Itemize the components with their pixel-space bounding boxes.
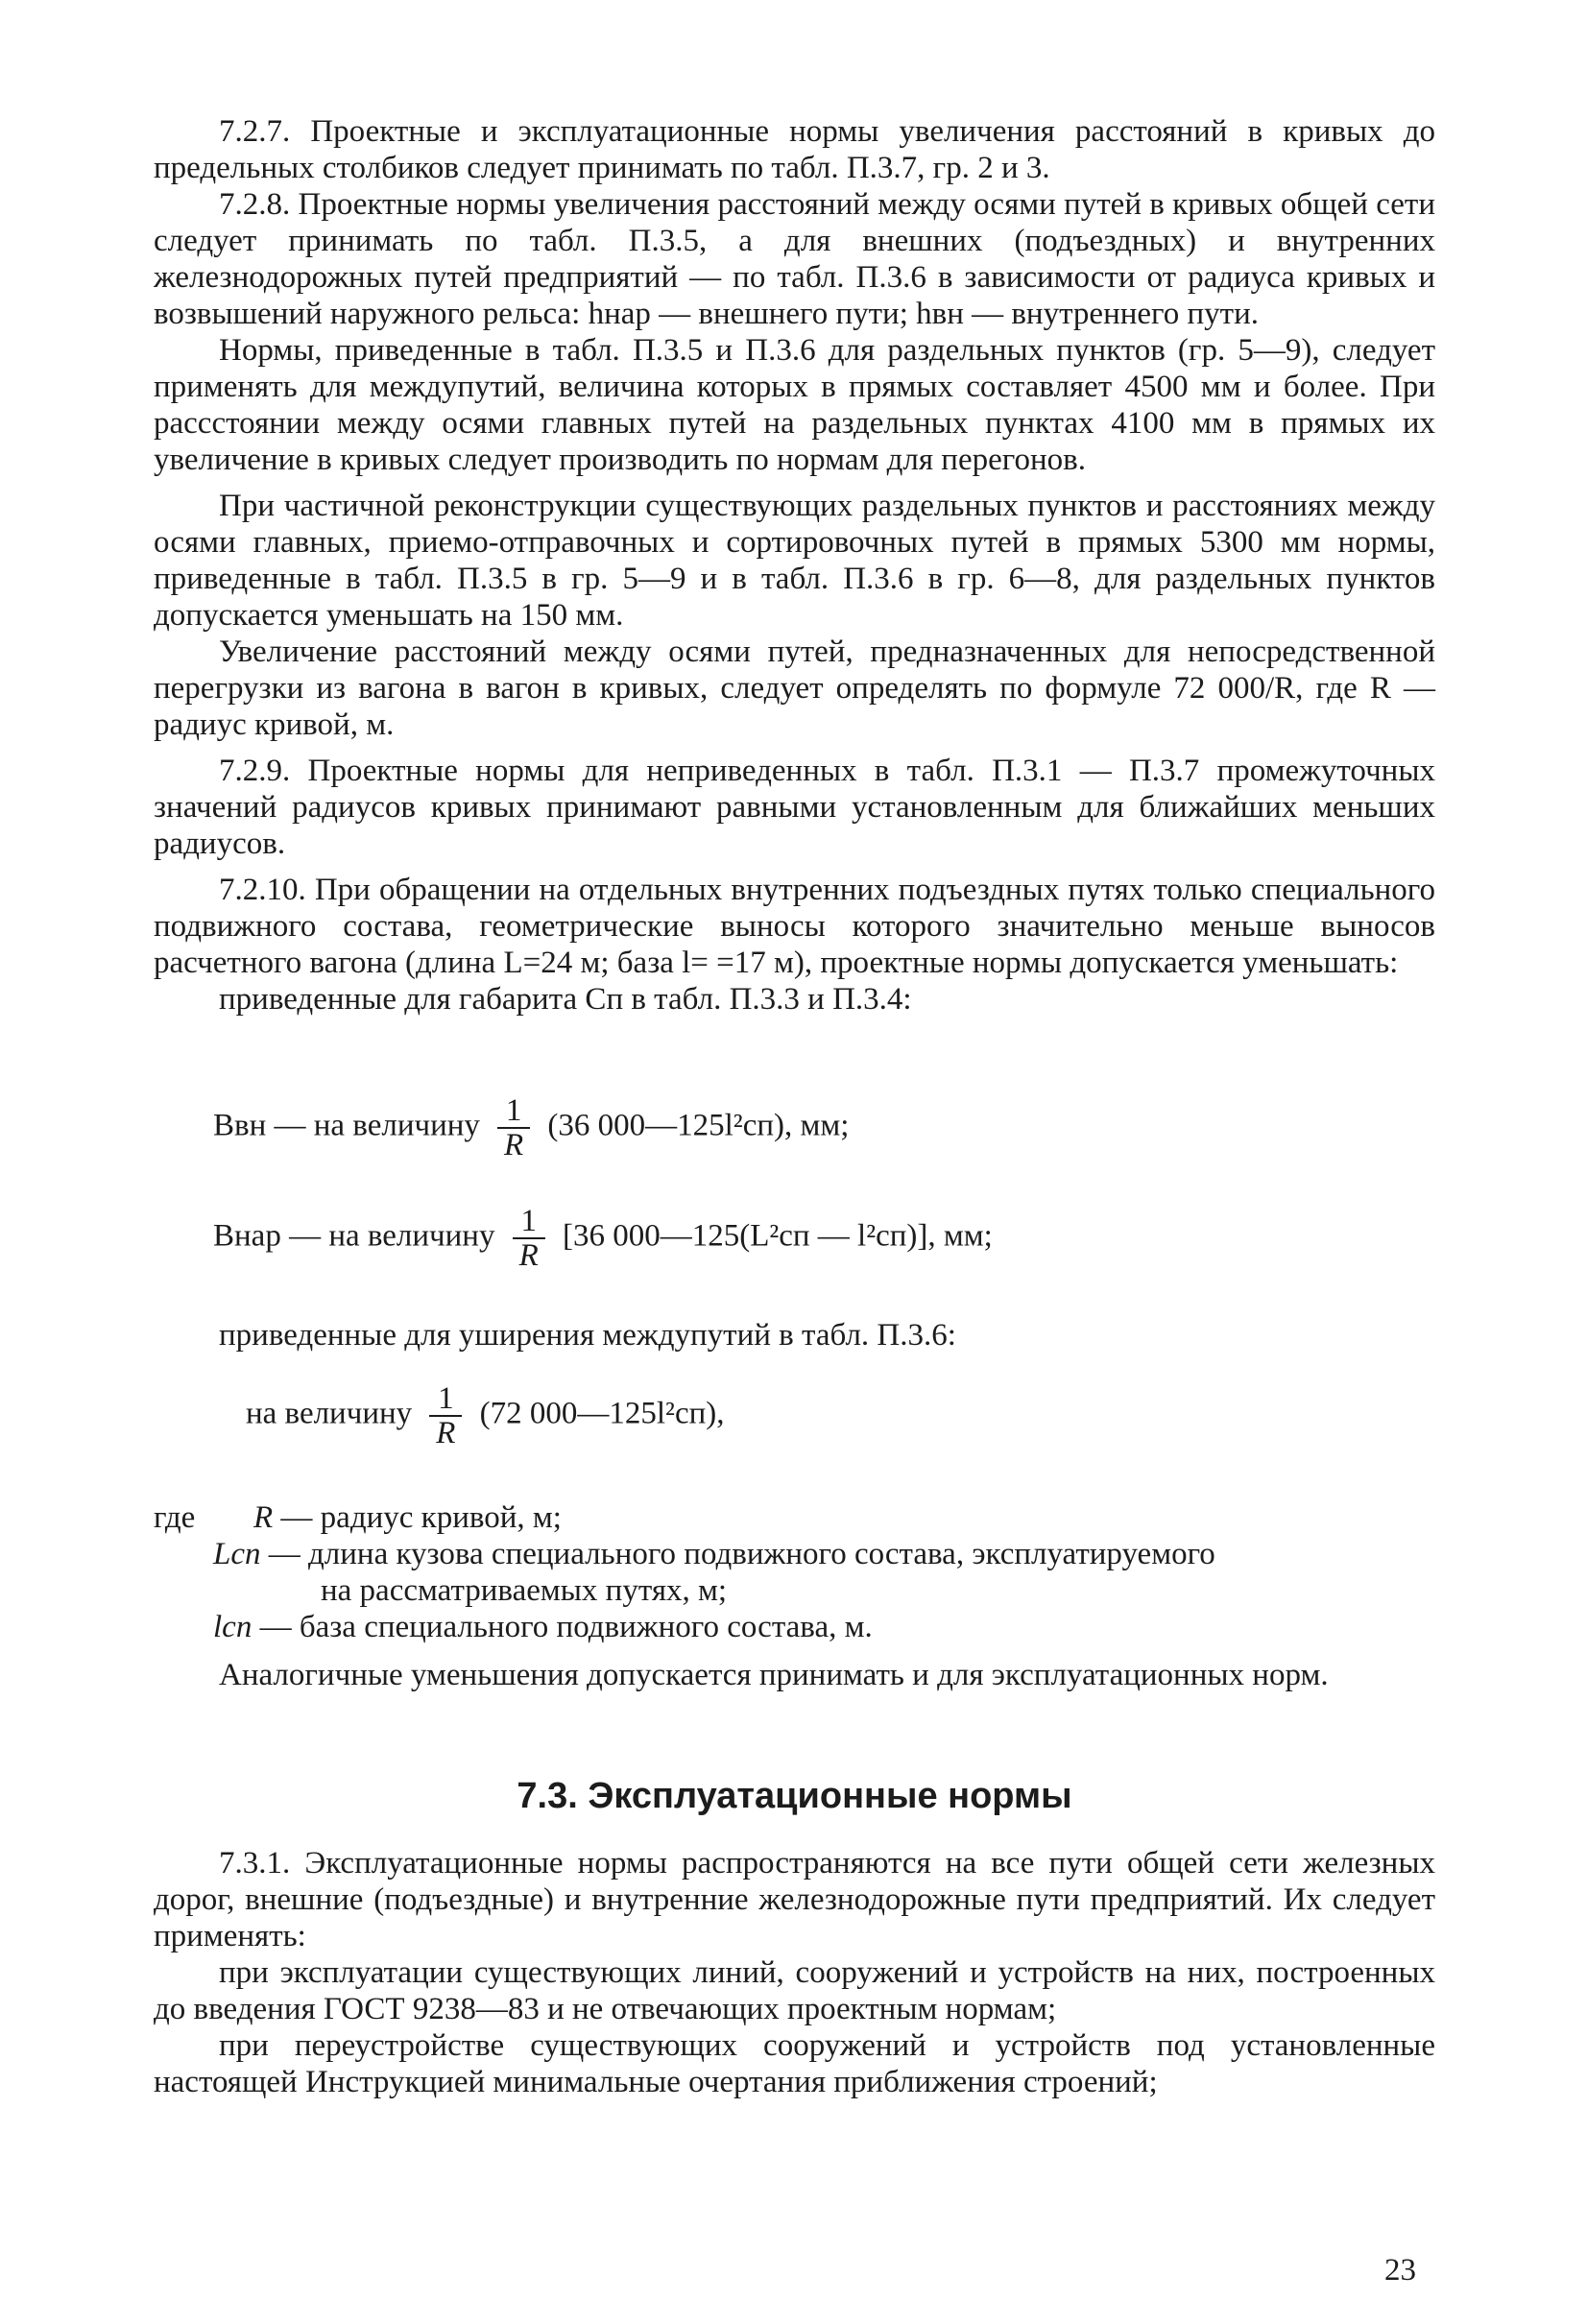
definition-l-sp-cont: на рассматриваемых путях, м; (321, 1573, 728, 1608)
text-block-analog (154, 1657, 1435, 1693)
fraction-numerator: 1 (520, 1204, 537, 1238)
section-heading: 7.3. Эксплуатационные нормы (517, 1776, 1072, 1816)
fraction-numerator: 1 (438, 1381, 454, 1416)
fraction (497, 1094, 530, 1162)
text-block-7-3 (154, 1845, 1435, 2100)
symbol-base-sp: lсп (213, 1610, 252, 1644)
definition-l-sp: — длина кузова специального подвижного состава, эксплуатируемого (268, 1537, 1215, 1571)
fraction-denominator: R (518, 1238, 539, 1273)
paragraph-7-2-9: 7.2.9. Проектные нормы для неприведенных в табл. П.3.1 — П.3.7 промежуточных значений радиусов кривых принимают равными установленным для ближайших меньших радиусов. (154, 754, 1435, 861)
fraction-denominator: R (504, 1128, 524, 1162)
fraction (513, 1205, 545, 1272)
fraction-denominator: R (436, 1416, 456, 1450)
paragraph-7-2-8: 7.2.8. Проектные нормы увеличения расстояний между осями путей в кривых общей сети следует принимать по табл. П.3.5, а для внешних (подъездных) и внутренних железнодорожных путей предприятий — по табл. П.3.6 в зависимости от радиуса кривых и возвышений наружного рельса: hнар — внешнего пути; hвн — внутреннего пути. (154, 187, 1435, 331)
formula-b-nar (213, 1205, 993, 1272)
text-block-top (154, 113, 1435, 1018)
formula-lhs: на величину (246, 1396, 413, 1431)
line-ushirenie: приведенные для уширения междупутий в табл. П.3.6: (219, 1318, 956, 1353)
definition-base-sp: — база специального подвижного состава, м. (259, 1610, 873, 1644)
paragraph-analog: Аналогичные уменьшения допускается принимать и для эксплуатационных норм. (219, 1658, 1329, 1692)
fraction-numerator: 1 (505, 1093, 522, 1128)
paragraph-reconstruction: при переустройстве существующих сооружений и устройств под установленные настоящей Инструкцией минимальные очертания приближения строений; (154, 2028, 1435, 2099)
paragraph-7-3-1: 7.3.1. Эксплуатационные нормы распространяются на все пути общей сети железных дорог, внешние (подъездные) и внутренние железнодорожные пути предприятий. Их следует применять: (154, 1846, 1435, 1953)
page-number: 23 (1384, 2253, 1416, 2288)
paragraph-exploitation: при эксплуатации существующих линий, сооружений и устройств на них, построенных до введения ГОСТ 9238—83 и не отвечающих проектным нормам; (154, 1955, 1435, 2026)
formula-rhs: [36 000—125(L²сп — l²сп)], мм; (562, 1218, 993, 1254)
paragraph-partial-reconstruction: При частичной реконструкции существующих раздельных пунктов и расстояниях между осями главных, приемо-отправочных и сортировочных путей в прямых 5300 мм нормы, приведенные в табл. П.3.5 в гр. 5—9 и в табл. П.3.6 в гр. 6—8, для раздельных пунктов допускается уменьшать на 150 мм. (154, 489, 1435, 633)
formula-lhs: Bвн — на величину (213, 1108, 480, 1143)
symbol-r: R (253, 1500, 274, 1535)
paragraph-7-2-10: 7.2.10. При обращении на отдельных внутренних подъездных путях только специального подвижного состава, геометрические выносы которого значительно меньше выносов расчетного вагона (длина L=24 м; база l= =17 м), проектные нормы допускается уменьшать: (154, 873, 1435, 980)
line-gabarit: приведенные для габарита Сп в табл. П.3.3 и П.3.4: (219, 982, 912, 1017)
paragraph-norms: Нормы, приведенные в табл. П.3.5 и П.3.6 для раздельных пунктов (гр. 5—9), следует применять для междупутий, величина которых в прямых составляет 4500 мм и более. При расcстоянии между осями главных путей на раздельных пунктах 4100 мм в прямых их увеличение в кривых следует производить по нормам для перегонов. (154, 333, 1435, 477)
paragraph-7-2-7: 7.2.7. Проектные и эксплуатационные нормы увеличения расстояний в кривых до предельных столбиков следует принимать по табл. П.3.7, гр. 2 и 3. (154, 114, 1435, 185)
fraction (429, 1382, 462, 1450)
formula-b-vn (213, 1094, 849, 1162)
paragraph-increase: Увеличение расстояний между осями путей, предназначенных для непосредственной перегрузки из вагона в вагон в кривых, следует определять по формуле 72 000/R, где R — радиус кривой, м. (154, 635, 1435, 742)
symbol-l-sp: Lсп (213, 1537, 261, 1571)
definition-r: — радиус кривой, м; (280, 1500, 562, 1535)
formula-ushirenie (246, 1382, 725, 1450)
where-label: где (154, 1500, 196, 1535)
formula-rhs: (36 000—125l²сп), мм; (547, 1108, 850, 1143)
formula-lhs: Bнар — на величину (213, 1218, 495, 1254)
text-block-ushirenie (154, 1317, 1435, 1354)
formula-rhs: (72 000—125l²сп), (479, 1396, 725, 1431)
